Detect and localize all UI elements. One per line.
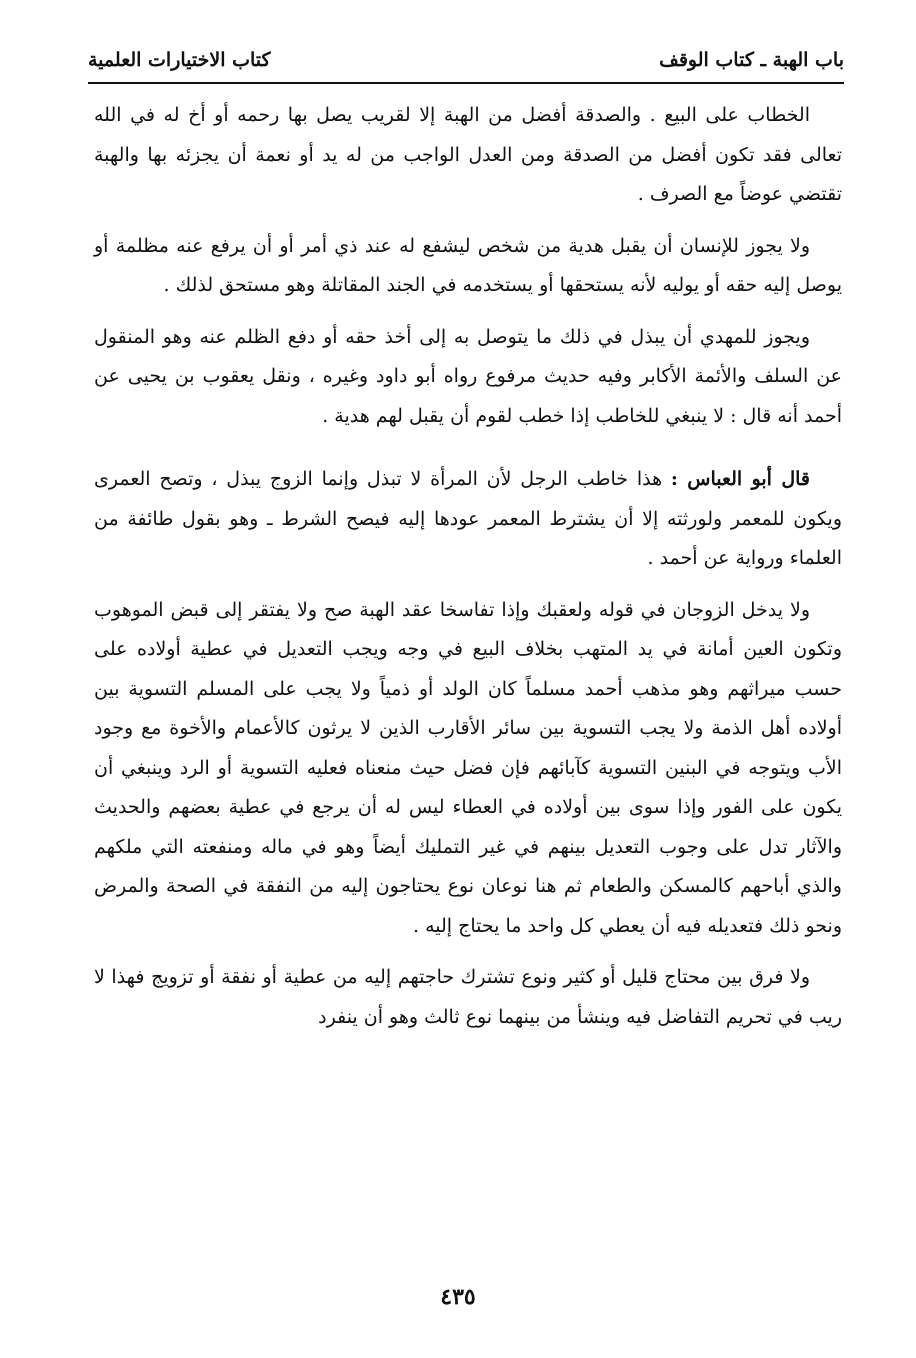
- page-number: ٤٣٥: [440, 1284, 476, 1310]
- running-header: [88, 40, 844, 80]
- speaker-label: قال أبو العباس :: [670, 468, 810, 490]
- speaker-text: هذا خاطب الرجل لأن المرأة لا تبذل وإنما الزوج يبذل ، وتصح العمرى ويكون للمعمر ولورثته إلا أن يشترط المعمر عودها إليه فيصح الشرط ـ وهو بقول طائفة من العلماء ورواية عن أحمد .: [94, 468, 842, 569]
- header-chapter-title: باب الهبة ـ كتاب الوقف: [659, 49, 844, 71]
- header-divider: [88, 82, 844, 84]
- paragraph-6: ولا فرق بين محتاج قليل أو كثير ونوع تشترك حاجتهم إليه من عطية أو نفقة أو تزويج فهذا لا ريب في تحريم التفاضل فيه وينشأ من بينهما نوع ثالث وهو أن ينفرد: [94, 966, 842, 1028]
- paragraph-speaker: [94, 460, 842, 579]
- page-body: [94, 96, 842, 1037]
- paragraph-5: ولا يدخل الزوجان في قوله ولعقبك وإذا تفاسخا عقد الهبة صح ولا يفتقر إلى قبض الموهوب وتكون العين أمانة في يد المتهب بخلاف البيع في وجه ويجب التعديل في عطية أولاده على حسب ميراثهم وهو مذهب أحمد مسلماً كان الولد أو ذمياً ولا يجب على المسلم التسوية بين أولاده أهل الذمة ولا يجب التسوية بين سائر الأقارب الذين لا يرثون كالأعمام والأخوة مع وجود الأب ويتوجه في البنين التسوية كآبائهم فإن فضل حيث منعناه فعليه التسوية أو الرد وينبغي أن يكون على الفور وإذا سوى بين أولاده في العطاء ليس له أن يرجع في عطية بعضهم والحديث والآثار تدل على وجوب التعديل بينهم في غير التمليك أيضاً وهو في ماله ومنفعته التي ملكهم والذي أباحهم كالمسكن والطعام ثم هنا نوعان نوع يحتاجون إليه من النفقة في الصحة والمرض ونحو ذلك فتعديله فيه أن يعطي كل واحد ما يحتاج إليه .: [94, 598, 842, 937]
- paragraph-3: ويجوز للمهدي أن يبذل في ذلك ما يتوصل به إلى أخذ حقه أو دفع الظلم عنه وهو المنقول عن السلف والأئمة الأكابر وفيه حديث مرفوع رواه أبو داود وغيره ، ونقل يعقوب بن يحيى عن أحمد أنه قال : لا ينبغي للخاطب إذا خطب لقوم أن يقبل لهم هدية .: [94, 325, 842, 427]
- paragraph-2: ولا يجوز للإنسان أن يقبل هدية من شخص ليشفع له عند ذي أمر أو أن يرفع عنه مظلمة أو يوصل إليه حقه أو يوليه لأنه يستحقها أو يستخدمه في الجند المقاتلة وهو مستحق لذلك .: [94, 234, 842, 296]
- header-book-title: كتاب الاختيارات العلمية: [88, 49, 271, 71]
- paragraph-1: الخطاب على البيع . والصدقة أفضل من الهبة إلا لقريب يصل بها رحمه أو أخ له في الله تعالى فقد تكون أفضل من الصدقة ومن العدل الواجب من له يد أو نعمة أن يجزئه بها والهبة تقتضي عوضاً مع الصرف .: [94, 104, 842, 205]
